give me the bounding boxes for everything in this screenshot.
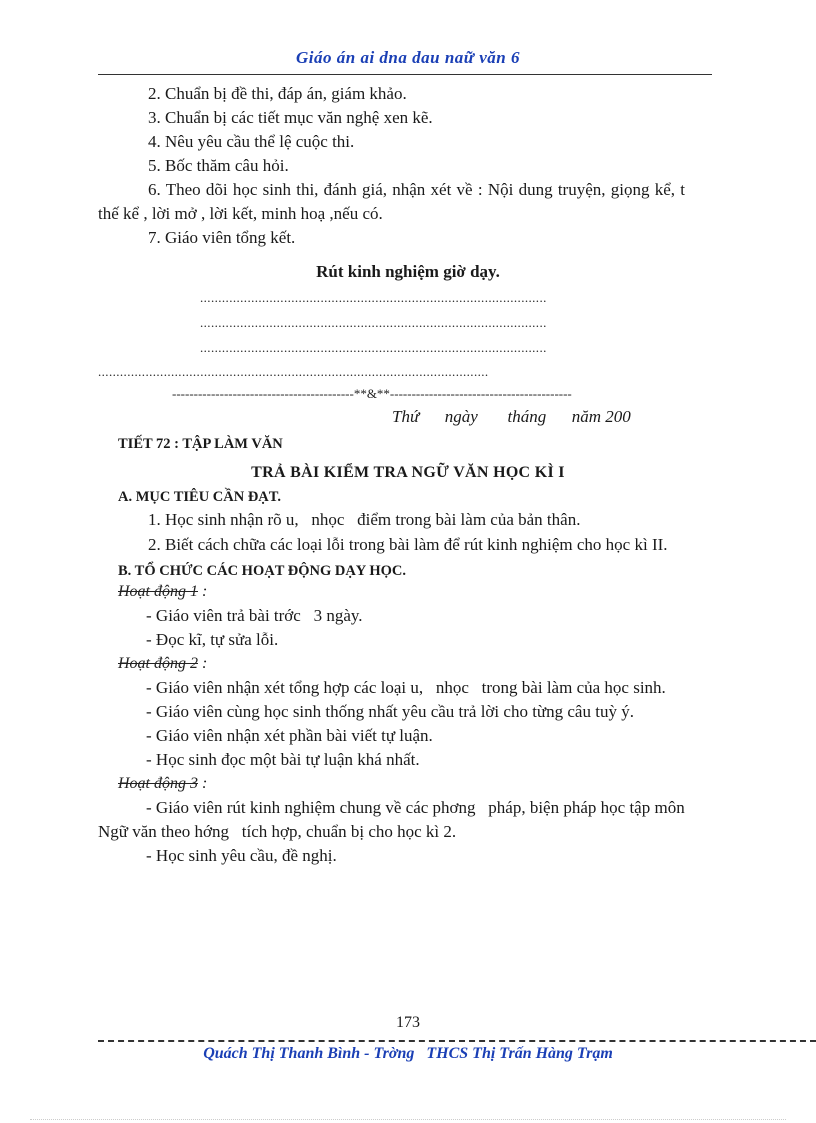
activity-1-item-1: - Giáo viên trả bài trớc 3 ngày. bbox=[146, 606, 363, 625]
activity-2-label: Hoạt động 2 bbox=[118, 655, 198, 672]
section-b-heading: B. TỔ CHỨC CÁC HOẠT ĐỘNG DẠY HỌC. bbox=[118, 563, 407, 579]
activity-2-heading bbox=[118, 655, 207, 673]
activity-3-label: Hoạt động 3 bbox=[118, 775, 198, 792]
activity-3-item-1: - Giáo viên rút kinh nghiệm chung về các phơng pháp, biện pháp học tập môn bbox=[146, 798, 685, 817]
activity-2-item-4: - Học sinh đọc một bài tự luận khá nhất. bbox=[146, 750, 420, 769]
lesson-title: TRẢ BÀI KIỂM TRA NGỮ VĂN HỌC KÌ I bbox=[251, 464, 565, 481]
date-line: Thứ ngày tháng năm 200 bbox=[392, 407, 631, 426]
running-header-title: Giáo án ai dna dau naữ văn 6 bbox=[296, 48, 520, 67]
lesson-tiet: TIẾT 72 : TẬP LÀM VĂN bbox=[118, 436, 283, 452]
activity-1-colon: : bbox=[198, 583, 208, 600]
activity-3-item-2: - Học sinh yêu cầu, đề nghị. bbox=[146, 846, 337, 865]
section-separator: ------------------------------------------**&**------------------------------------------ bbox=[172, 386, 572, 401]
step-2: 2. Chuẩn bị đề thi, đáp án, giám khảo. bbox=[148, 84, 407, 103]
review-dots-4: ........................................................................................................... bbox=[98, 364, 489, 379]
review-dots-3: ............................................................................................... bbox=[200, 340, 547, 355]
goal-2: 2. Biết cách chữa các loại lỗi trong bài làm để rút kinh nghiệm cho học kì II. bbox=[148, 535, 668, 554]
activity-1-label: Hoạt động 1 bbox=[118, 583, 198, 600]
activity-2-item-2: - Giáo viên cùng học sinh thống nhất yêu cầu trả lời cho từng câu tuỳ ý. bbox=[146, 702, 634, 721]
step-4: 4. Nêu yêu cầu thể lệ cuộc thi. bbox=[148, 132, 355, 151]
section-a-heading: A. MỤC TIÊU CẦN ĐẠT. bbox=[118, 489, 281, 505]
footer-author: Quách Thị Thanh Bình - Trờng THCS Thị Trấn Hàng Trạm bbox=[203, 1045, 613, 1062]
page-number: 173 bbox=[396, 1014, 420, 1031]
step-6: 6. Theo dõi học sinh thi, đánh giá, nhận xét về : Nội dung truyện, giọng kể, t bbox=[148, 180, 685, 199]
step-3: 3. Chuẩn bị các tiết mục văn nghệ xen kẽ. bbox=[148, 108, 433, 127]
step-7: 7. Giáo viên tổng kết. bbox=[148, 228, 296, 247]
activity-1-item-2: - Đọc kĩ, tự sửa lỗi. bbox=[146, 630, 279, 649]
activity-2-item-3: - Giáo viên nhận xét phần bài viết tự luận. bbox=[146, 726, 433, 745]
review-dots-2: ............................................................................................... bbox=[200, 315, 547, 330]
activity-3-heading bbox=[118, 775, 207, 793]
step-5: 5. Bốc thăm câu hỏi. bbox=[148, 156, 289, 175]
activity-1-heading bbox=[118, 583, 207, 601]
activity-3-colon: : bbox=[198, 775, 208, 792]
activity-2-item-1: - Giáo viên nhận xét tổng hợp các loại u, nhọc trong bài làm của học sinh. bbox=[146, 678, 666, 697]
header-rule bbox=[98, 74, 712, 75]
step-6-continued: thế kể , lời mở , lời kết, minh hoạ ,nếu có. bbox=[98, 204, 383, 223]
activity-2-colon: : bbox=[198, 655, 208, 672]
activity-3-item-1-continued: Ngữ văn theo hớng tích hợp, chuẩn bị cho học kì 2. bbox=[98, 822, 457, 841]
page-bottom-border bbox=[30, 1119, 786, 1120]
footer-rule bbox=[98, 1040, 816, 1042]
review-title: Rút kinh nghiệm giờ dạy. bbox=[316, 262, 500, 281]
goal-1: 1. Học sinh nhận rõ u, nhọc điểm trong bài làm của bản thân. bbox=[148, 510, 581, 529]
review-dots-1: ............................................................................................... bbox=[200, 290, 547, 305]
